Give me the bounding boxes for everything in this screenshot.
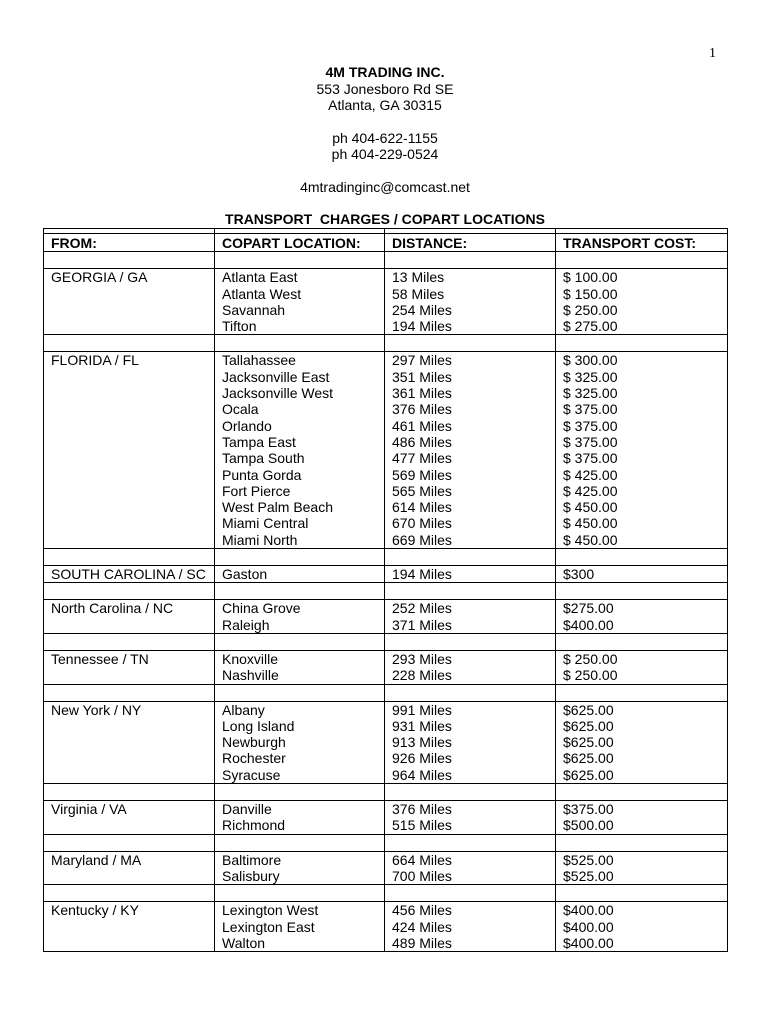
transport-cost: $525.00 xyxy=(563,867,614,884)
table-row xyxy=(44,801,728,835)
transport-cost: $ 450.00 xyxy=(563,515,618,532)
table-row xyxy=(44,701,728,783)
copart-location: Walton xyxy=(222,934,266,951)
copart-location: Danville xyxy=(222,801,272,818)
transport-cost: $275.00 xyxy=(563,600,614,617)
transport-cost: $625.00 xyxy=(563,766,614,783)
phone-2: ph 404-229-0524 xyxy=(331,146,439,162)
cost-cell xyxy=(556,902,728,952)
transport-cost: $400.00 xyxy=(563,918,614,935)
distance-cell xyxy=(385,902,556,952)
copart-location: Tampa South xyxy=(222,450,305,467)
distance-value: 371 Miles xyxy=(392,616,452,633)
distance-value: 194 Miles xyxy=(392,566,452,583)
copart-location: Gaston xyxy=(222,566,268,583)
location-cell xyxy=(215,902,385,952)
cost-cell xyxy=(556,650,728,684)
distance-value: 228 Miles xyxy=(392,667,452,684)
location-cell xyxy=(215,801,385,835)
distance-value: 964 Miles xyxy=(392,766,452,783)
transport-cost: $ 425.00 xyxy=(563,482,618,499)
copart-location: Savannah xyxy=(222,301,286,318)
distance-value: 931 Miles xyxy=(392,717,452,734)
copart-location: Knoxville xyxy=(222,650,279,667)
transport-cost: $ 250.00 xyxy=(563,650,618,667)
distance-value: 664 Miles xyxy=(392,851,452,868)
copart-location: Miami North xyxy=(222,531,298,548)
transport-cost: $500.00 xyxy=(563,817,614,834)
distance-value: 456 Miles xyxy=(392,902,452,919)
column-header-location: COPART LOCATION: xyxy=(215,234,385,252)
table-row xyxy=(44,352,728,549)
transport-cost: $625.00 xyxy=(563,750,614,767)
transport-cost: $ 250.00 xyxy=(563,667,618,684)
distance-cell xyxy=(385,801,556,835)
copart-location: Raleigh xyxy=(222,616,270,633)
cost-cell xyxy=(556,566,728,583)
copart-location: Miami Central xyxy=(222,515,309,532)
table-spacer-row xyxy=(44,684,728,701)
table-spacer-row xyxy=(44,633,728,650)
copart-location: Punta Gorda xyxy=(222,466,302,483)
transport-cost: $ 375.00 xyxy=(563,417,618,434)
from-cell xyxy=(44,902,215,952)
address-line-1: 553 Jonesboro Rd SE xyxy=(316,80,454,97)
from-state: SOUTH CAROLINA / SC xyxy=(51,566,206,583)
copart-location: Long Island xyxy=(222,717,295,734)
from-cell xyxy=(44,600,215,634)
transport-cost: $300 xyxy=(563,566,595,583)
table-row xyxy=(44,566,728,583)
distance-value: 351 Miles xyxy=(392,368,452,385)
distance-value: 669 Miles xyxy=(392,531,452,548)
transport-cost: $ 300.00 xyxy=(563,352,618,369)
distance-value: 461 Miles xyxy=(392,417,452,434)
distance-value: 477 Miles xyxy=(392,450,452,467)
copart-location: Tifton xyxy=(222,318,257,335)
cost-cell xyxy=(556,701,728,783)
transport-cost: $525.00 xyxy=(563,851,614,868)
location-cell xyxy=(215,650,385,684)
from-cell xyxy=(44,566,215,583)
transport-cost: $ 425.00 xyxy=(563,466,618,483)
table-spacer-row xyxy=(44,335,728,352)
table-spacer-row xyxy=(44,784,728,801)
copart-location: Tallahassee xyxy=(222,352,296,369)
copart-location: Atlanta West xyxy=(222,285,302,302)
from-state: Virginia / VA xyxy=(51,801,127,818)
copart-location: West Palm Beach xyxy=(222,499,334,516)
location-cell xyxy=(215,851,385,885)
transport-cost: $ 375.00 xyxy=(563,450,618,467)
location-cell xyxy=(215,566,385,583)
transport-cost: $ 325.00 xyxy=(563,368,618,385)
address-line-2: Atlanta, GA 30315 xyxy=(328,97,442,113)
transport-cost: $625.00 xyxy=(563,701,614,718)
transport-cost: $ 275.00 xyxy=(563,318,618,335)
copart-location: Jacksonville East xyxy=(222,368,330,385)
copart-location: Richmond xyxy=(222,817,286,834)
distance-value: 515 Miles xyxy=(392,817,452,834)
company-name: 4M TRADING INC. xyxy=(325,64,445,80)
copart-location: Rochester xyxy=(222,750,286,767)
copart-location: Syracuse xyxy=(222,766,281,783)
transport-cost: $ 450.00 xyxy=(563,531,618,548)
copart-location: Newburgh xyxy=(222,734,286,751)
cost-cell xyxy=(556,600,728,634)
distance-value: 376 Miles xyxy=(392,801,452,818)
cost-cell xyxy=(556,269,728,335)
distance-value: 254 Miles xyxy=(392,301,452,318)
table-header-row xyxy=(44,234,728,252)
table-row xyxy=(44,851,728,885)
transport-cost: $375.00 xyxy=(563,801,614,818)
from-state: Tennessee / TN xyxy=(51,650,149,667)
distance-value: 700 Miles xyxy=(392,867,452,884)
location-cell xyxy=(215,352,385,549)
distance-cell xyxy=(385,701,556,783)
document-title: TRANSPORT CHARGES / COPART LOCATIONS xyxy=(225,211,545,227)
distance-value: 361 Miles xyxy=(392,385,452,402)
from-state: New York / NY xyxy=(51,701,142,718)
copart-location: Orlando xyxy=(222,417,272,434)
distance-value: 489 Miles xyxy=(392,934,452,951)
transport-cost: $625.00 xyxy=(563,734,614,751)
distance-value: 13 Miles xyxy=(392,269,445,286)
location-cell xyxy=(215,269,385,335)
transport-cost: $ 150.00 xyxy=(563,285,618,302)
table-row xyxy=(44,902,728,952)
table-spacer-row xyxy=(44,252,728,269)
table-spacer-row xyxy=(44,885,728,902)
transport-cost: $400.00 xyxy=(563,616,614,633)
distance-value: 569 Miles xyxy=(392,466,452,483)
distance-cell xyxy=(385,650,556,684)
copart-location: Salisbury xyxy=(222,867,280,884)
from-state: GEORGIA / GA xyxy=(51,269,148,286)
copart-location: Nashville xyxy=(222,667,279,684)
transport-cost: $ 450.00 xyxy=(563,499,618,516)
distance-value: 565 Miles xyxy=(392,482,452,499)
table-row xyxy=(44,269,728,335)
distance-value: 670 Miles xyxy=(392,515,452,532)
distance-value: 614 Miles xyxy=(392,499,452,516)
column-header-from: FROM: xyxy=(44,234,215,252)
distance-cell xyxy=(385,851,556,885)
page-number: 1 xyxy=(709,46,716,61)
copart-location: Baltimore xyxy=(222,851,282,868)
from-cell xyxy=(44,701,215,783)
copart-location: China Grove xyxy=(222,600,301,617)
distance-value: 424 Miles xyxy=(392,918,452,935)
transport-cost: $400.00 xyxy=(563,902,614,919)
distance-value: 194 Miles xyxy=(392,318,452,335)
distance-cell xyxy=(385,269,556,335)
from-cell xyxy=(44,269,215,335)
copart-location: Atlanta East xyxy=(222,269,298,286)
cost-cell xyxy=(556,352,728,549)
distance-value: 926 Miles xyxy=(392,750,452,767)
cost-cell xyxy=(556,851,728,885)
company-header xyxy=(0,64,770,195)
copart-location: Jacksonville West xyxy=(222,385,334,402)
from-cell xyxy=(44,801,215,835)
from-state: Kentucky / KY xyxy=(51,902,139,919)
from-cell xyxy=(44,352,215,549)
transport-cost: $400.00 xyxy=(563,934,614,951)
distance-value: 991 Miles xyxy=(392,701,452,718)
distance-value: 297 Miles xyxy=(392,352,452,369)
from-cell xyxy=(44,851,215,885)
copart-location: Fort Pierce xyxy=(222,482,291,499)
cost-cell xyxy=(556,801,728,835)
distance-value: 376 Miles xyxy=(392,401,452,418)
copart-location: Tampa East xyxy=(222,433,296,450)
from-state: FLORIDA / FL xyxy=(51,352,139,369)
copart-location: Lexington West xyxy=(222,902,319,919)
transport-cost: $ 250.00 xyxy=(563,301,618,318)
phone-1: ph 404-622-1155 xyxy=(332,129,438,146)
transport-rates-table xyxy=(43,228,728,952)
distance-value: 58 Miles xyxy=(392,285,445,302)
from-state: North Carolina / NC xyxy=(51,600,174,617)
distance-value: 293 Miles xyxy=(392,650,452,667)
location-cell xyxy=(215,701,385,783)
transport-cost: $ 100.00 xyxy=(563,269,618,286)
transport-cost: $ 375.00 xyxy=(563,433,618,450)
distance-cell xyxy=(385,566,556,583)
from-state: Maryland / MA xyxy=(51,851,142,868)
copart-location: Lexington East xyxy=(222,918,315,935)
location-cell xyxy=(215,600,385,634)
distance-cell xyxy=(385,352,556,549)
column-header-distance: DISTANCE: xyxy=(385,234,556,252)
transport-cost: $ 375.00 xyxy=(563,401,618,418)
distance-cell xyxy=(385,600,556,634)
table-row xyxy=(44,600,728,634)
copart-location: Albany xyxy=(222,701,265,718)
table-spacer-row xyxy=(44,583,728,600)
copart-location: Ocala xyxy=(222,401,259,418)
transport-cost: $625.00 xyxy=(563,717,614,734)
column-header-cost: TRANSPORT COST: xyxy=(556,234,728,252)
distance-value: 252 Miles xyxy=(392,600,452,617)
distance-value: 486 Miles xyxy=(392,433,452,450)
transport-cost: $ 325.00 xyxy=(563,385,618,402)
distance-value: 913 Miles xyxy=(392,734,452,751)
table-spacer-row xyxy=(44,549,728,566)
from-cell xyxy=(44,650,215,684)
table-row xyxy=(44,650,728,684)
table-spacer-row xyxy=(44,834,728,851)
email: 4mtradinginc@comcast.net xyxy=(300,178,470,195)
